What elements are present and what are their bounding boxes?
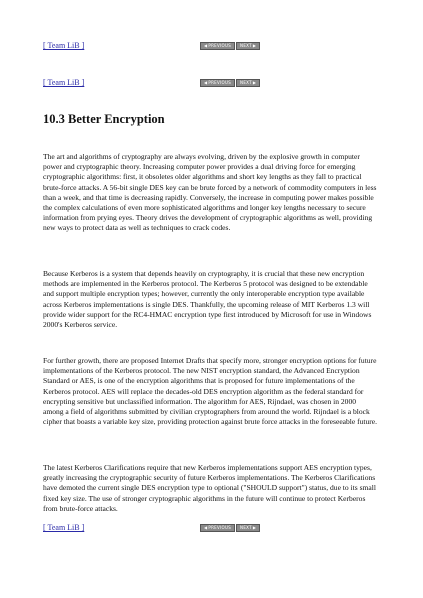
team-lib-link[interactable]: [ Team LiB ] <box>43 523 85 532</box>
top-navigation-bar <box>43 41 383 55</box>
right-arrow-icon: ▶ <box>252 525 257 530</box>
section-title: 10.3 Better Encryption <box>43 112 165 126</box>
page-nav-buttons <box>200 42 260 50</box>
next-button[interactable] <box>236 524 260 532</box>
right-arrow-icon: ▶ <box>252 80 257 85</box>
team-lib-link[interactable]: [ Team LiB ] <box>43 41 85 50</box>
previous-button[interactable] <box>200 79 235 87</box>
team-lib-link[interactable]: [ Team LiB ] <box>43 78 85 87</box>
next-label: NEXT <box>240 80 252 85</box>
next-label: NEXT <box>240 525 252 530</box>
previous-label: PREVIOUS <box>208 43 232 48</box>
next-button[interactable] <box>236 79 260 87</box>
previous-button[interactable] <box>200 42 235 50</box>
previous-label: PREVIOUS <box>208 525 232 530</box>
paragraph-intro: The art and algorithms of cryptography are always evolving, driven by the explosive growth in computer power and cryptographic theory. Increasing computer power provides a dual driving force for emerging cryptographic algorithms: first, it obsoletes older algorithms and short key lengths as they fall to practical brute-force attacks. A 56-bit single DES key can be brute forced by a network of commodity computers in less than a week, and that time is decreasing rapidly. Conversely, the increase in computing power makes possible the complex calculations of even more sophisticated algorithms and longer key lengths necessary to secure information from prying eyes. Theory drives the development of cryptographic algorithms as well, providing new ways to protect data as well as techniques to crack codes. <box>43 152 377 233</box>
right-arrow-icon: ▶ <box>252 43 257 48</box>
paragraph-kerberos: Because Kerberos is a system that depends heavily on cryptography, it is crucial that these new encryption methods are implemented in the Kerberos protocol. The Kerberos 5 protocol was designed to be extendable and support multiple encryption types; however, currently the only interoperable encryption type available across Kerberos implementations is single DES. Thankfully, the upcoming release of MIT Kerberos 1.3 will provide wider support for the RC4-HMAC encryption type first introduced by Microsoft for use in Windows 2000's Kerberos service. <box>43 269 372 330</box>
secondary-navigation-bar <box>43 78 383 92</box>
next-button[interactable] <box>236 42 260 50</box>
page-nav-buttons <box>200 524 260 532</box>
page-nav-buttons <box>200 79 260 87</box>
left-arrow-icon: ◀ <box>204 80 208 85</box>
bottom-navigation-bar <box>43 523 383 537</box>
paragraph-aes: For further growth, there are proposed Internet Drafts that specify more, stronger encryption options for future implementations of the Kerberos protocol. The new NIST encryption standard, the Advanced Encryption Standard or AES, is one of the encryption algorithms that is proposed for future implementations of the Kerberos protocol. AES will replace the decades-old DES encryption algorithm as the federal standard for encrypting sensitive but unclassified information. The algorithm for AES, Rijndael, was chosen in 2000 among a field of algorithms submitted by civilian cryptographers from around the world. Rijndael is a block cipher that boasts a variable key size, providing protection against brute force attacks in the foreseeable future. <box>43 356 378 427</box>
previous-label: PREVIOUS <box>208 80 232 85</box>
previous-button[interactable] <box>200 524 235 532</box>
paragraph-clarifications: The latest Kerberos Clarifications require that new Kerberos implementations support AES encryption types, greatly increasing the cryptographic security of future Kerberos implementations. The Kerberos Clarifications have demoted the current single DES encryption type to optional ("SHOULD support") status, due to its small fixed key size. The use of stronger cryptographic algorithms in the future will continue to protect Kerberos from brute-force attacks. <box>43 463 376 513</box>
left-arrow-icon: ◀ <box>204 525 208 530</box>
next-label: NEXT <box>240 43 252 48</box>
left-arrow-icon: ◀ <box>204 43 208 48</box>
